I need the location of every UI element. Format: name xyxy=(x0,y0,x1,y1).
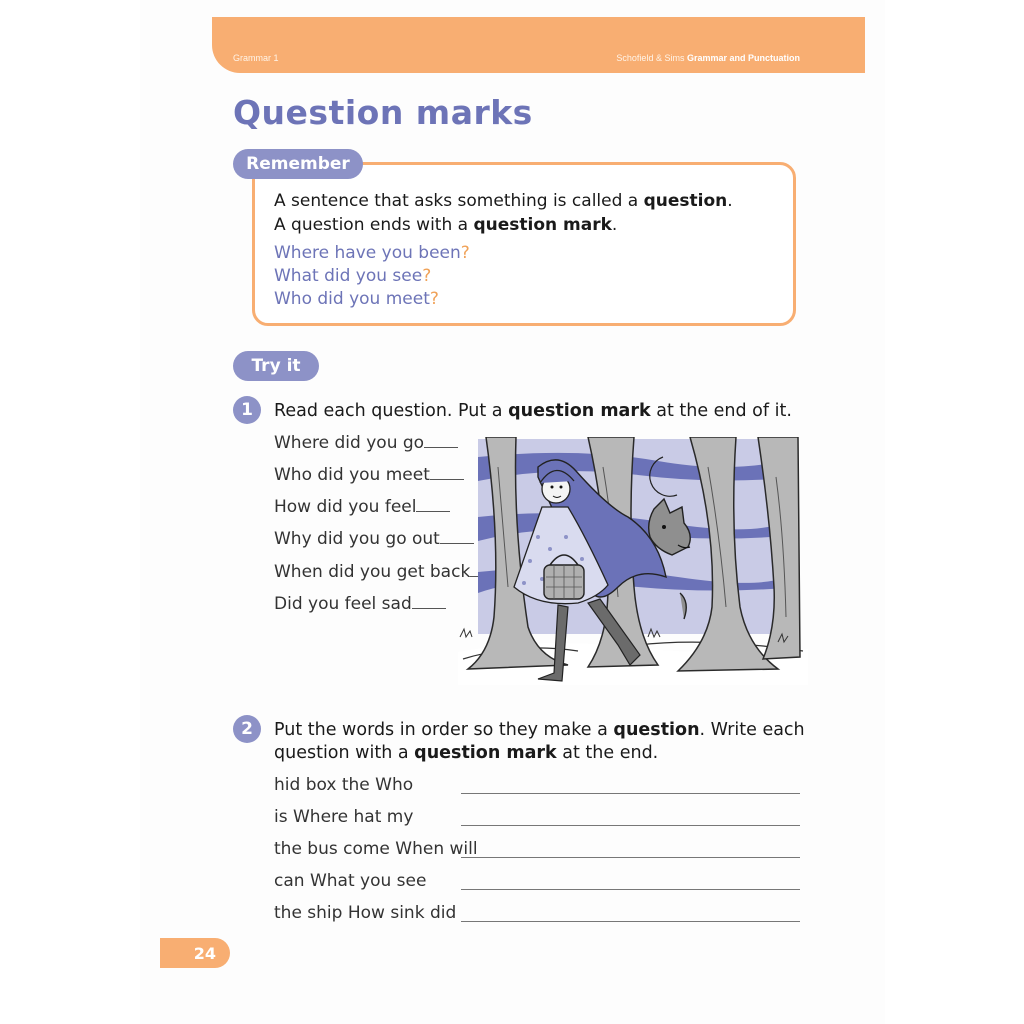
answer-line[interactable] xyxy=(461,889,800,890)
remember-line-1: A sentence that asks something is called a question. xyxy=(274,191,733,211)
example-question: What did you see? xyxy=(274,266,432,286)
remember-label: Remember xyxy=(233,149,363,179)
question-1-instruction: Read each question. Put a question mark at the end of it. xyxy=(274,401,792,421)
answer-blank[interactable] xyxy=(412,594,446,609)
header-section-label: Grammar 1 xyxy=(233,53,279,63)
answer-line[interactable] xyxy=(461,921,800,922)
red-riding-hood-illustration xyxy=(458,437,808,685)
q1-item: Did you feel sad xyxy=(274,594,446,614)
remember-line-2: A question ends with a question mark. xyxy=(274,215,618,235)
q1-item: Who did you meet xyxy=(274,465,464,485)
example-question: Who did you meet? xyxy=(274,289,439,309)
q1-item: When did you get back xyxy=(274,562,504,582)
jumbled-words: the ship How sink did xyxy=(274,903,457,923)
answer-line[interactable] xyxy=(461,825,800,826)
answer-blank[interactable] xyxy=(416,497,450,512)
jumbled-words: hid box the Who xyxy=(274,775,414,795)
question-1-number: 1 xyxy=(233,396,261,424)
page-title: Question marks xyxy=(233,93,533,132)
header-book-title: Schofield & Sims Grammar and Punctuation xyxy=(616,53,800,63)
jumbled-words: the bus come When will xyxy=(274,839,478,859)
answer-line[interactable] xyxy=(461,793,800,794)
answer-line[interactable] xyxy=(461,857,800,858)
jumbled-words: can What you see xyxy=(274,871,427,891)
q1-item: Where did you go xyxy=(274,433,458,453)
question-2-number: 2 xyxy=(233,715,261,743)
try-it-label: Try it xyxy=(233,351,319,381)
header-band xyxy=(212,17,865,73)
question-2-instruction-line-2: question with a question mark at the end. xyxy=(274,743,659,763)
jumbled-words: is Where hat my xyxy=(274,807,414,827)
q1-item: Why did you go out xyxy=(274,529,474,549)
example-question: Where have you been? xyxy=(274,243,470,263)
q1-item: How did you feel xyxy=(274,497,450,517)
answer-blank[interactable] xyxy=(424,433,458,448)
page-number: 24 xyxy=(160,938,230,968)
question-2-instruction-line-1: Put the words in order so they make a question. Write each xyxy=(274,720,805,740)
